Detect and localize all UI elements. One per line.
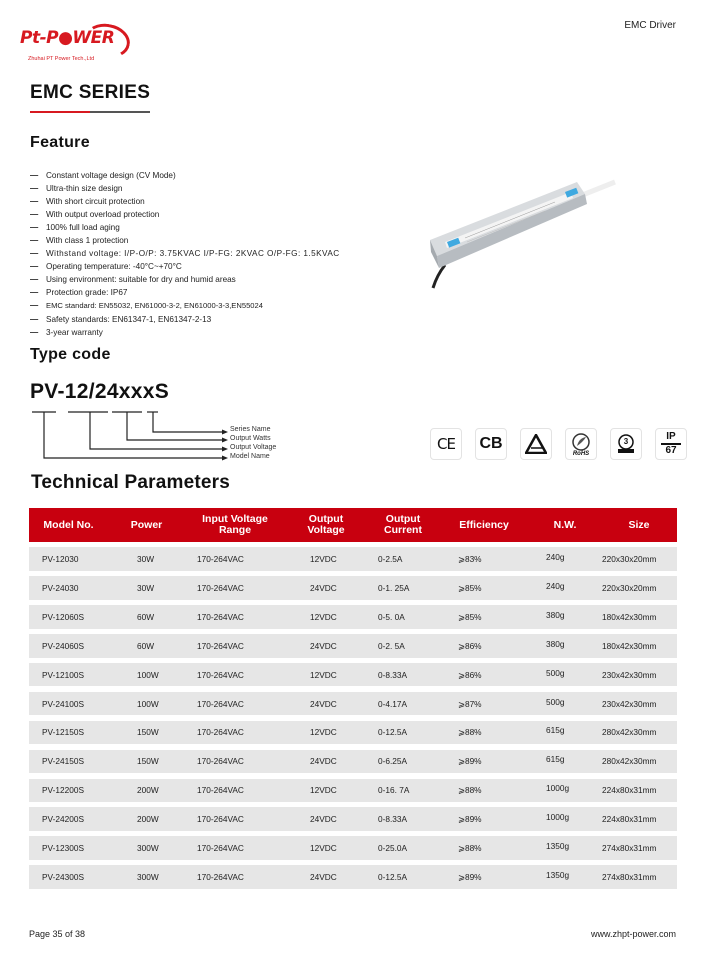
- feature-item: — 3-year warranty: [30, 326, 340, 339]
- table-row: PV-12100S 100W 170-264VAC 12VDC 0-8.33A ⩾86% 500g 230x42x30mm: [29, 663, 677, 687]
- feature-item: — Withstand voltage: I/P-O/P: 3.75KVAC I/P-FG: 2KVAC O/P-FG: 1.5KVAC: [30, 247, 340, 260]
- column-header-model: Model No.: [43, 518, 94, 531]
- feature-item: — With output overload protection: [30, 208, 340, 221]
- dash-bullet: —: [30, 236, 39, 246]
- table-row: PV-24030 30W 170-264VAC 24VDC 0-1. 25A ⩾85% 240g 220x30x20mm: [29, 576, 677, 600]
- ip67-icon: IP 67: [655, 428, 687, 460]
- dash-bullet: —: [30, 171, 39, 180]
- column-header-output-voltage: Output Voltage: [307, 513, 345, 536]
- feature-item: — With short circuit protection: [30, 195, 340, 208]
- type-code-value: PV-12/24xxxS: [30, 380, 170, 403]
- rohs-icon: [565, 428, 597, 460]
- table-header-row: [29, 508, 677, 542]
- feature-item: — EMC standard: EN55032, EN61000-3-2, EN61000-3-3,EN55024: [30, 299, 340, 312]
- doc-category: EMC Driver: [624, 20, 676, 31]
- company-logo: [18, 24, 128, 68]
- feature-item: — Using environment: suitable for dry and humid areas: [30, 273, 340, 286]
- feature-item: — 100% full load aging: [30, 221, 340, 234]
- feature-item: — Constant voltage design (CV Mode): [30, 169, 340, 182]
- website-link[interactable]: www.zhpt-power.com: [590, 929, 676, 939]
- dash-bullet: —: [30, 197, 39, 207]
- product-photo: [425, 170, 625, 290]
- feature-item: — Protection grade: IP67: [30, 286, 340, 299]
- dash-bullet: —: [30, 275, 39, 285]
- table-row: PV-24100S 100W 170-264VAC 24VDC 0-4.17A ⩾87% 500g 230x42x30mm: [29, 692, 677, 716]
- feature-heading: Feature: [30, 134, 90, 151]
- dash-bullet: —: [30, 327, 39, 337]
- table-row: PV-12300S 300W 170-264VAC 12VDC 0-25.0A ⩾88% 1350g 274x80x31mm: [29, 836, 677, 860]
- svg-text:RoHS: RoHS: [572, 451, 590, 456]
- dash-bullet: —: [30, 301, 39, 311]
- feature-list: [30, 169, 340, 339]
- title-underline: [30, 111, 150, 113]
- ce-mark-icon: CE: [430, 428, 462, 460]
- table-row: PV-12200S 200W 170-264VAC 12VDC 0-16. 7A ⩾88% 1000g 224x80x31mm: [29, 779, 677, 803]
- dash-bullet: —: [30, 184, 39, 194]
- column-header-size: Size: [628, 518, 650, 531]
- column-header-input-voltage: Input Voltage Range: [202, 513, 268, 536]
- type-code-label-voltage: Output Voltage: [230, 444, 277, 451]
- table-row: PV-24300S 300W 170-264VAC 24VDC 0-12.5A ⩾89% 1350g 274x80x31mm: [29, 865, 677, 889]
- type-code-heading: Type code: [30, 346, 111, 363]
- warranty-3-years-icon: [610, 428, 642, 460]
- dash-bullet: —: [30, 314, 39, 324]
- svg-text:3: 3: [623, 437, 629, 446]
- table-row: PV-24060S 60W 170-264VAC 24VDC 0-2. 5A ⩾86% 380g 180x42x30mm: [29, 634, 677, 658]
- feature-item: — With class 1 protection: [30, 234, 340, 247]
- feature-item: — Operating temperature: -40°C~+70°C: [30, 260, 340, 273]
- table-row: PV-12150S 150W 170-264VAC 12VDC 0-12.5A ⩾88% 615g 280x42x30mm: [29, 721, 677, 745]
- table-row: PV-24150S 150W 170-264VAC 24VDC 0-6.25A ⩾89% 615g 280x42x30mm: [29, 750, 677, 774]
- type-code-label-series: Series Name: [230, 426, 271, 433]
- certification-badges: [430, 428, 687, 460]
- type-code-label-model: Model Name: [230, 453, 270, 460]
- table-row: PV-12060S 60W 170-264VAC 12VDC 0-5. 0A ⩾85% 380g 180x42x30mm: [29, 605, 677, 629]
- feature-item: — Safety standards: EN61347-1, EN61347-2-13: [30, 313, 340, 326]
- logo-wordmark: Pt-P●WER: [20, 28, 115, 48]
- dash-bullet: —: [30, 210, 39, 220]
- triangle-mark-icon: [520, 428, 552, 460]
- feature-item: — Ultra-thin size design: [30, 182, 340, 195]
- column-header-output-current: Output Current: [384, 513, 422, 536]
- dash-bullet: —: [30, 262, 39, 272]
- column-header-efficiency: Efficiency: [459, 518, 509, 531]
- dash-bullet: —: [30, 249, 39, 259]
- technical-parameters-table: [29, 508, 677, 889]
- dash-bullet: —: [30, 288, 39, 298]
- column-header-power: Power: [130, 518, 163, 531]
- logo-subtitle: Zhuhai PT Power Tech.,Ltd: [28, 56, 95, 62]
- column-header-net-weight: N.W.: [553, 518, 577, 531]
- dash-bullet: —: [30, 223, 39, 233]
- table-row: PV-24200S 200W 170-264VAC 24VDC 0-8.33A ⩾89% 1000g 224x80x31mm: [29, 807, 677, 831]
- page-number: Page 35 of 38: [29, 929, 86, 939]
- type-code-label-watts: Output Watts: [230, 435, 271, 442]
- table-row: PV-12030 30W 170-264VAC 12VDC 0-2.5A ⩾83% 240g 220x30x20mm: [29, 547, 677, 571]
- series-title: EMC SERIES: [30, 82, 151, 103]
- technical-parameters-heading: Technical Parameters: [31, 472, 231, 493]
- cb-mark-icon: CB: [475, 428, 507, 460]
